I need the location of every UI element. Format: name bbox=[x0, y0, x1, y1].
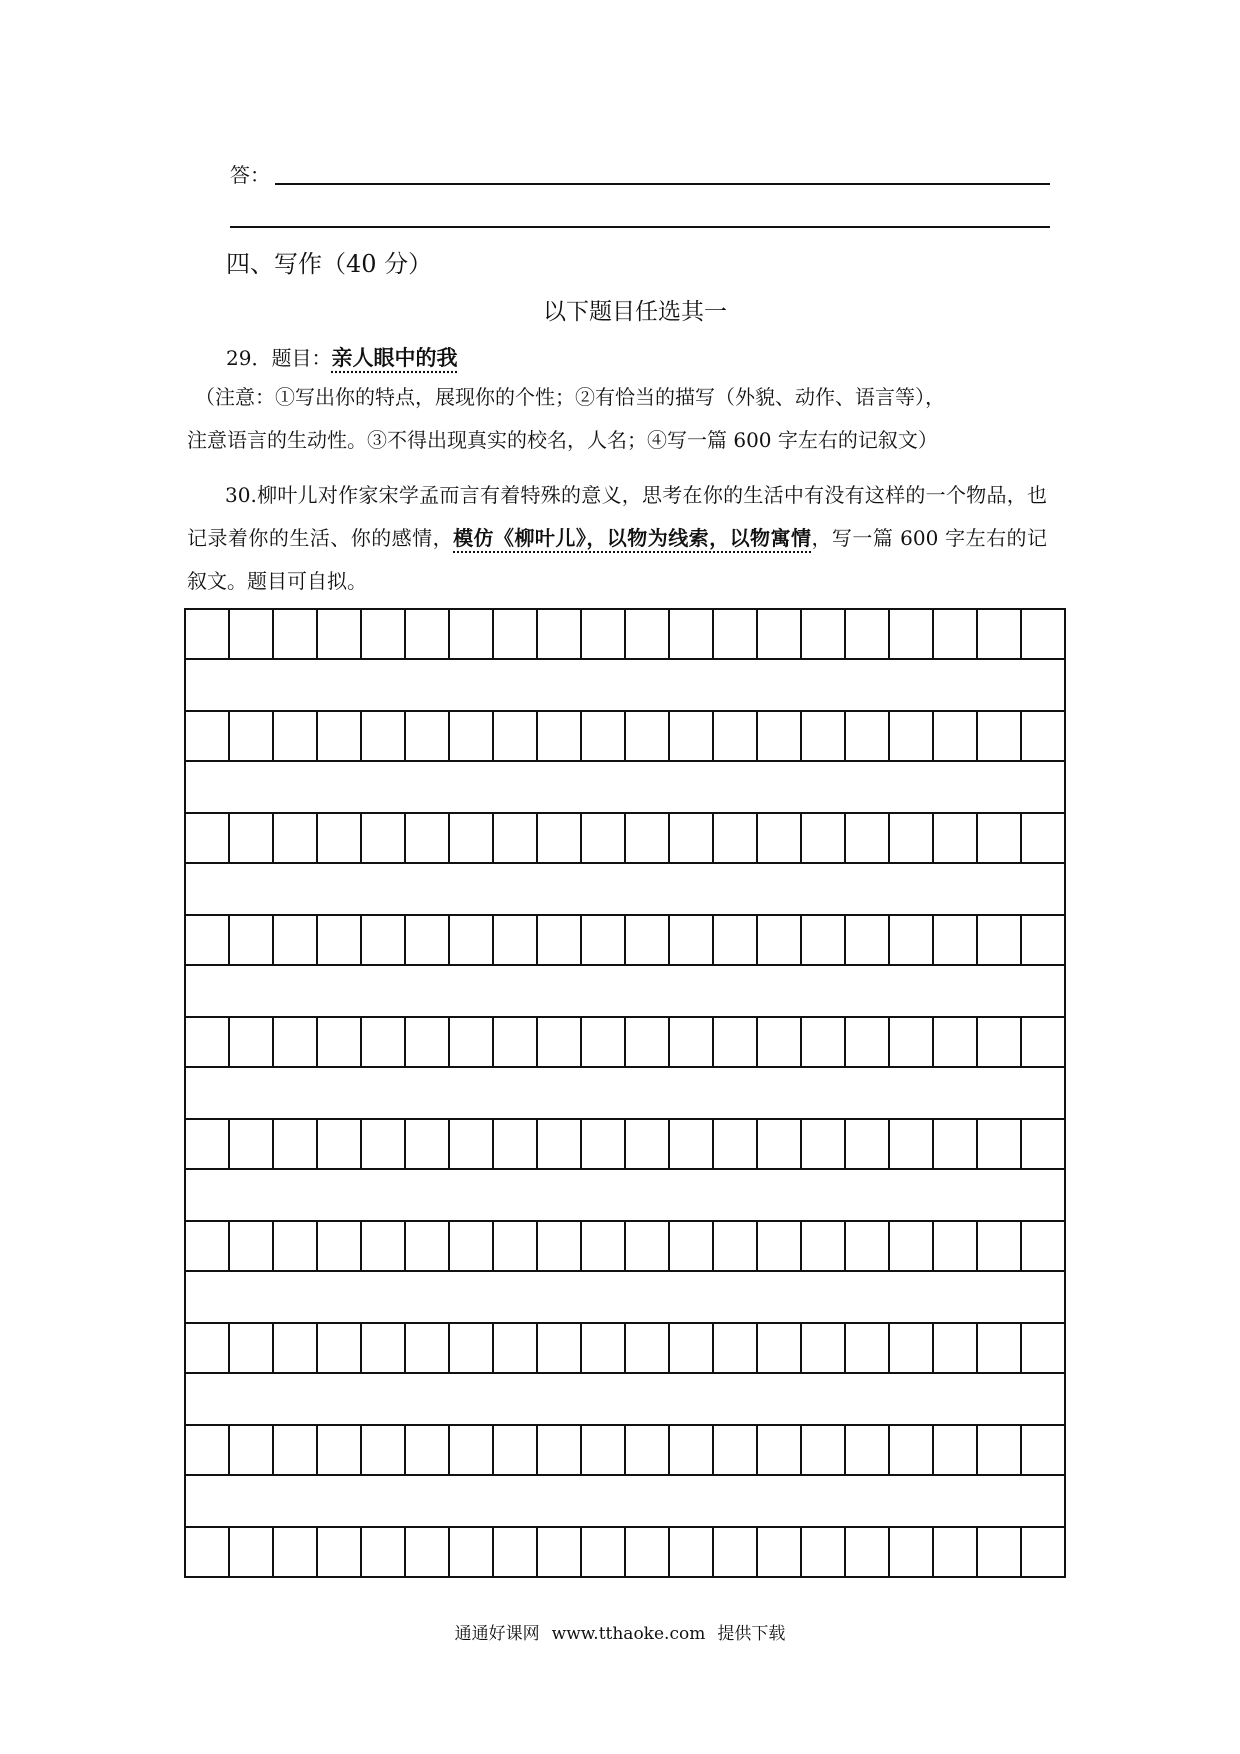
grid-cell[interactable] bbox=[274, 712, 318, 760]
grid-cell[interactable] bbox=[934, 1528, 978, 1576]
grid-cell[interactable] bbox=[318, 610, 362, 658]
grid-cell[interactable] bbox=[406, 814, 450, 862]
grid-cell[interactable] bbox=[846, 1426, 890, 1474]
question-29-topic: 亲人眼中的我 bbox=[331, 345, 458, 370]
grid-cell[interactable] bbox=[1022, 1324, 1066, 1372]
grid-cell[interactable] bbox=[670, 916, 714, 964]
grid-cell[interactable] bbox=[890, 814, 934, 862]
grid-cell[interactable] bbox=[1022, 1426, 1066, 1474]
grid-cell[interactable] bbox=[802, 1222, 846, 1270]
grid-cell[interactable] bbox=[318, 814, 362, 862]
grid-cell[interactable] bbox=[450, 1018, 494, 1066]
grid-cell[interactable] bbox=[230, 1426, 274, 1474]
question-30-emphasis: 模仿《柳叶儿》，以物为线索，以物寓情 bbox=[453, 526, 812, 550]
grid-cell[interactable] bbox=[274, 1426, 318, 1474]
grid-cell[interactable] bbox=[1022, 1222, 1066, 1270]
grid-cell[interactable] bbox=[494, 1222, 538, 1270]
grid-cell[interactable] bbox=[626, 814, 670, 862]
grid-cell[interactable] bbox=[670, 1324, 714, 1372]
grid-cell[interactable] bbox=[582, 1018, 626, 1066]
grid-cell[interactable] bbox=[450, 610, 494, 658]
grid-cell[interactable] bbox=[714, 610, 758, 658]
grid-cell[interactable] bbox=[714, 916, 758, 964]
grid-spacer-row bbox=[186, 1476, 1066, 1528]
footer-url: www.tthaoke.com bbox=[551, 1624, 706, 1644]
grid-cell[interactable] bbox=[274, 610, 318, 658]
grid-cell[interactable] bbox=[230, 610, 274, 658]
grid-cell[interactable] bbox=[978, 610, 1022, 658]
grid-cell[interactable] bbox=[538, 1528, 582, 1576]
grid-cell[interactable] bbox=[450, 1528, 494, 1576]
grid-cell[interactable] bbox=[230, 814, 274, 862]
grid-box-row bbox=[186, 1528, 1066, 1578]
grid-cell[interactable] bbox=[978, 1222, 1022, 1270]
grid-cell[interactable] bbox=[318, 1528, 362, 1576]
grid-cell[interactable] bbox=[538, 1120, 582, 1168]
grid-cell[interactable] bbox=[362, 1528, 406, 1576]
grid-cell[interactable] bbox=[186, 1426, 230, 1474]
grid-cell[interactable] bbox=[538, 1018, 582, 1066]
grid-cell[interactable] bbox=[890, 610, 934, 658]
grid-spacer-row bbox=[186, 1170, 1066, 1222]
grid-cell[interactable] bbox=[1022, 1120, 1066, 1168]
grid-box-row bbox=[186, 712, 1066, 762]
grid-cell[interactable] bbox=[934, 1222, 978, 1270]
grid-cell[interactable] bbox=[758, 1018, 802, 1066]
grid-cell[interactable] bbox=[934, 1426, 978, 1474]
grid-cell[interactable] bbox=[934, 712, 978, 760]
grid-cell[interactable] bbox=[362, 1426, 406, 1474]
grid-cell[interactable] bbox=[450, 1120, 494, 1168]
grid-cell[interactable] bbox=[890, 1222, 934, 1270]
grid-cell[interactable] bbox=[274, 1120, 318, 1168]
grid-cell[interactable] bbox=[1022, 916, 1066, 964]
grid-spacer-row bbox=[186, 864, 1066, 916]
grid-cell[interactable] bbox=[934, 1120, 978, 1168]
grid-cell[interactable] bbox=[978, 1120, 1022, 1168]
grid-cell[interactable] bbox=[406, 712, 450, 760]
grid-cell[interactable] bbox=[274, 1324, 318, 1372]
answer-label: 答： bbox=[230, 163, 270, 187]
grid-cell[interactable] bbox=[186, 1120, 230, 1168]
grid-cell[interactable] bbox=[362, 916, 406, 964]
grid-cell[interactable] bbox=[802, 1426, 846, 1474]
grid-cell[interactable] bbox=[802, 814, 846, 862]
grid-cell[interactable] bbox=[274, 814, 318, 862]
question-30 bbox=[187, 474, 1047, 603]
grid-cell[interactable] bbox=[802, 916, 846, 964]
grid-box-row bbox=[186, 1222, 1066, 1272]
grid-cell[interactable] bbox=[406, 1324, 450, 1372]
grid-cell[interactable] bbox=[670, 1426, 714, 1474]
grid-cell[interactable] bbox=[186, 1018, 230, 1066]
grid-cell[interactable] bbox=[802, 1018, 846, 1066]
grid-cell[interactable] bbox=[582, 712, 626, 760]
grid-cell[interactable] bbox=[846, 610, 890, 658]
grid-cell[interactable] bbox=[758, 1324, 802, 1372]
writing-grid[interactable] bbox=[184, 608, 1066, 1578]
footer-suffix: 提供下载 bbox=[717, 1624, 786, 1644]
grid-box-row bbox=[186, 814, 1066, 864]
grid-cell[interactable] bbox=[362, 1120, 406, 1168]
grid-cell[interactable] bbox=[934, 610, 978, 658]
grid-cell[interactable] bbox=[890, 712, 934, 760]
question-29-prefix: 29．题目： bbox=[226, 346, 332, 370]
grid-spacer-row bbox=[186, 762, 1066, 814]
grid-cell[interactable] bbox=[230, 1120, 274, 1168]
grid-cell[interactable] bbox=[450, 814, 494, 862]
grid-cell[interactable] bbox=[582, 916, 626, 964]
grid-cell[interactable] bbox=[714, 1120, 758, 1168]
grid-cell[interactable] bbox=[538, 916, 582, 964]
grid-cell[interactable] bbox=[978, 1528, 1022, 1576]
page-footer bbox=[0, 1622, 1240, 1646]
grid-cell[interactable] bbox=[186, 814, 230, 862]
grid-cell[interactable] bbox=[626, 916, 670, 964]
grid-box-row bbox=[186, 610, 1066, 660]
grid-spacer-row bbox=[186, 1272, 1066, 1324]
grid-cell[interactable] bbox=[934, 1018, 978, 1066]
grid-cell[interactable] bbox=[670, 1120, 714, 1168]
grid-cell[interactable] bbox=[362, 1324, 406, 1372]
grid-cell[interactable] bbox=[890, 1120, 934, 1168]
grid-cell[interactable] bbox=[230, 1528, 274, 1576]
grid-cell[interactable] bbox=[318, 1018, 362, 1066]
grid-cell[interactable] bbox=[934, 814, 978, 862]
grid-cell[interactable] bbox=[1022, 712, 1066, 760]
grid-cell[interactable] bbox=[318, 916, 362, 964]
grid-cell[interactable] bbox=[670, 1018, 714, 1066]
grid-cell[interactable] bbox=[670, 814, 714, 862]
grid-cell[interactable] bbox=[714, 814, 758, 862]
grid-cell[interactable] bbox=[230, 1222, 274, 1270]
question-30-text: 30.柳叶儿对作家宋学孟而言有着特殊的意义，思考在你的生活中有没有这样的一个物品，也记录着你的生活、你的感情， bbox=[187, 483, 1047, 550]
grid-cell[interactable] bbox=[978, 1324, 1022, 1372]
question-30-text: ，写一篇 600 字左右的记叙文。题目可自拟。 bbox=[187, 526, 1048, 593]
grid-cell[interactable] bbox=[582, 610, 626, 658]
grid-cell[interactable] bbox=[450, 1324, 494, 1372]
grid-cell[interactable] bbox=[406, 1426, 450, 1474]
grid-cell[interactable] bbox=[802, 1528, 846, 1576]
grid-cell[interactable] bbox=[230, 916, 274, 964]
grid-cell[interactable] bbox=[406, 610, 450, 658]
grid-cell[interactable] bbox=[802, 610, 846, 658]
grid-cell[interactable] bbox=[846, 1120, 890, 1168]
grid-cell[interactable] bbox=[362, 712, 406, 760]
grid-cell[interactable] bbox=[450, 1426, 494, 1474]
grid-box-row bbox=[186, 916, 1066, 966]
grid-cell[interactable] bbox=[186, 610, 230, 658]
grid-cell[interactable] bbox=[582, 1426, 626, 1474]
grid-cell[interactable] bbox=[230, 712, 274, 760]
grid-cell[interactable] bbox=[626, 1120, 670, 1168]
grid-cell[interactable] bbox=[626, 712, 670, 760]
grid-cell[interactable] bbox=[538, 1324, 582, 1372]
grid-cell[interactable] bbox=[538, 712, 582, 760]
grid-cell[interactable] bbox=[626, 1426, 670, 1474]
grid-cell[interactable] bbox=[626, 1528, 670, 1576]
grid-cell[interactable] bbox=[846, 712, 890, 760]
grid-cell[interactable] bbox=[1022, 814, 1066, 862]
grid-cell[interactable] bbox=[978, 712, 1022, 760]
grid-cell[interactable] bbox=[582, 814, 626, 862]
grid-cell[interactable] bbox=[978, 1426, 1022, 1474]
question-29-note bbox=[187, 376, 1047, 462]
grid-cell[interactable] bbox=[714, 1528, 758, 1576]
grid-cell[interactable] bbox=[494, 1426, 538, 1474]
grid-cell[interactable] bbox=[626, 1324, 670, 1372]
grid-cell[interactable] bbox=[406, 1120, 450, 1168]
grid-cell[interactable] bbox=[582, 1528, 626, 1576]
grid-cell[interactable] bbox=[230, 1324, 274, 1372]
grid-cell[interactable] bbox=[494, 1120, 538, 1168]
grid-cell[interactable] bbox=[494, 916, 538, 964]
grid-cell[interactable] bbox=[494, 814, 538, 862]
grid-cell[interactable] bbox=[626, 610, 670, 658]
grid-cell[interactable] bbox=[406, 1528, 450, 1576]
grid-spacer-row bbox=[186, 660, 1066, 712]
answer-line[interactable] bbox=[230, 226, 1050, 228]
note-line: （注意：①写出你的特点，展现你的个性；②有恰当的描写（外貌、动作、语言等）， bbox=[195, 385, 945, 409]
grid-cell[interactable] bbox=[714, 1018, 758, 1066]
grid-cell[interactable] bbox=[758, 610, 802, 658]
footer-site-name: 通通好课网 bbox=[454, 1624, 540, 1644]
grid-spacer-row bbox=[186, 1068, 1066, 1120]
grid-cell[interactable] bbox=[362, 1222, 406, 1270]
grid-cell[interactable] bbox=[846, 1222, 890, 1270]
grid-box-row bbox=[186, 1120, 1066, 1170]
grid-cell[interactable] bbox=[758, 814, 802, 862]
grid-cell[interactable] bbox=[186, 1528, 230, 1576]
grid-cell[interactable] bbox=[450, 712, 494, 760]
grid-cell[interactable] bbox=[318, 1222, 362, 1270]
grid-cell[interactable] bbox=[758, 1222, 802, 1270]
grid-cell[interactable] bbox=[890, 1018, 934, 1066]
grid-cell[interactable] bbox=[934, 1324, 978, 1372]
grid-cell[interactable] bbox=[670, 712, 714, 760]
grid-cell[interactable] bbox=[362, 610, 406, 658]
grid-cell[interactable] bbox=[274, 1528, 318, 1576]
grid-cell[interactable] bbox=[582, 1324, 626, 1372]
grid-cell[interactable] bbox=[494, 1324, 538, 1372]
grid-cell[interactable] bbox=[670, 610, 714, 658]
grid-cell[interactable] bbox=[318, 1426, 362, 1474]
grid-cell[interactable] bbox=[978, 916, 1022, 964]
grid-cell[interactable] bbox=[538, 814, 582, 862]
grid-cell[interactable] bbox=[802, 1324, 846, 1372]
grid-cell[interactable] bbox=[714, 1324, 758, 1372]
grid-cell[interactable] bbox=[494, 712, 538, 760]
grid-cell[interactable] bbox=[1022, 1018, 1066, 1066]
grid-cell[interactable] bbox=[890, 1426, 934, 1474]
answer-line[interactable] bbox=[275, 183, 1050, 185]
grid-cell[interactable] bbox=[626, 1018, 670, 1066]
grid-cell[interactable] bbox=[846, 814, 890, 862]
grid-cell[interactable] bbox=[846, 1324, 890, 1372]
grid-cell[interactable] bbox=[758, 916, 802, 964]
grid-cell[interactable] bbox=[494, 1528, 538, 1576]
grid-cell[interactable] bbox=[494, 1018, 538, 1066]
grid-box-row bbox=[186, 1324, 1066, 1374]
grid-cell[interactable] bbox=[274, 916, 318, 964]
grid-cell[interactable] bbox=[978, 814, 1022, 862]
grid-cell[interactable] bbox=[846, 916, 890, 964]
grid-cell[interactable] bbox=[714, 1426, 758, 1474]
grid-cell[interactable] bbox=[978, 1018, 1022, 1066]
grid-cell[interactable] bbox=[670, 1222, 714, 1270]
grid-cell[interactable] bbox=[538, 1222, 582, 1270]
grid-cell[interactable] bbox=[362, 814, 406, 862]
grid-cell[interactable] bbox=[450, 916, 494, 964]
grid-cell[interactable] bbox=[406, 916, 450, 964]
grid-cell[interactable] bbox=[186, 712, 230, 760]
grid-cell[interactable] bbox=[318, 1120, 362, 1168]
grid-cell[interactable] bbox=[714, 1222, 758, 1270]
answer-row bbox=[230, 160, 1050, 190]
grid-cell[interactable] bbox=[890, 1324, 934, 1372]
grid-cell[interactable] bbox=[494, 610, 538, 658]
grid-box-row bbox=[186, 1426, 1066, 1476]
grid-cell[interactable] bbox=[890, 916, 934, 964]
grid-cell[interactable] bbox=[670, 1528, 714, 1576]
grid-cell[interactable] bbox=[626, 1222, 670, 1270]
grid-cell[interactable] bbox=[758, 1120, 802, 1168]
grid-spacer-row bbox=[186, 1374, 1066, 1426]
grid-cell[interactable] bbox=[186, 916, 230, 964]
note-line: 注意语言的生动性。③不得出现真实的校名，人名；④写一篇 600 字左右的记叙文） bbox=[187, 428, 938, 452]
grid-cell[interactable] bbox=[846, 1528, 890, 1576]
grid-cell[interactable] bbox=[802, 1120, 846, 1168]
grid-cell[interactable] bbox=[934, 916, 978, 964]
grid-cell[interactable] bbox=[582, 1222, 626, 1270]
grid-cell[interactable] bbox=[1022, 1528, 1066, 1576]
section-heading: 四、写作（40 分） bbox=[226, 250, 433, 278]
grid-cell[interactable] bbox=[274, 1222, 318, 1270]
grid-cell[interactable] bbox=[582, 1120, 626, 1168]
grid-cell[interactable] bbox=[758, 1426, 802, 1474]
grid-cell[interactable] bbox=[1022, 610, 1066, 658]
grid-cell[interactable] bbox=[758, 712, 802, 760]
grid-cell[interactable] bbox=[450, 1222, 494, 1270]
grid-cell[interactable] bbox=[318, 1324, 362, 1372]
grid-box-row bbox=[186, 1018, 1066, 1068]
grid-cell[interactable] bbox=[538, 610, 582, 658]
grid-cell[interactable] bbox=[186, 1324, 230, 1372]
section-instruction: 以下题目任选其一 bbox=[543, 299, 727, 325]
grid-cell[interactable] bbox=[406, 1222, 450, 1270]
grid-cell[interactable] bbox=[890, 1528, 934, 1576]
grid-cell[interactable] bbox=[846, 1018, 890, 1066]
grid-cell[interactable] bbox=[318, 712, 362, 760]
grid-cell[interactable] bbox=[802, 712, 846, 760]
grid-cell[interactable] bbox=[538, 1426, 582, 1474]
grid-cell[interactable] bbox=[362, 1018, 406, 1066]
grid-cell[interactable] bbox=[406, 1018, 450, 1066]
grid-cell[interactable] bbox=[186, 1222, 230, 1270]
grid-cell[interactable] bbox=[230, 1018, 274, 1066]
question-29 bbox=[226, 342, 457, 374]
grid-spacer-row bbox=[186, 966, 1066, 1018]
grid-cell[interactable] bbox=[274, 1018, 318, 1066]
grid-cell[interactable] bbox=[758, 1528, 802, 1576]
grid-cell[interactable] bbox=[714, 712, 758, 760]
